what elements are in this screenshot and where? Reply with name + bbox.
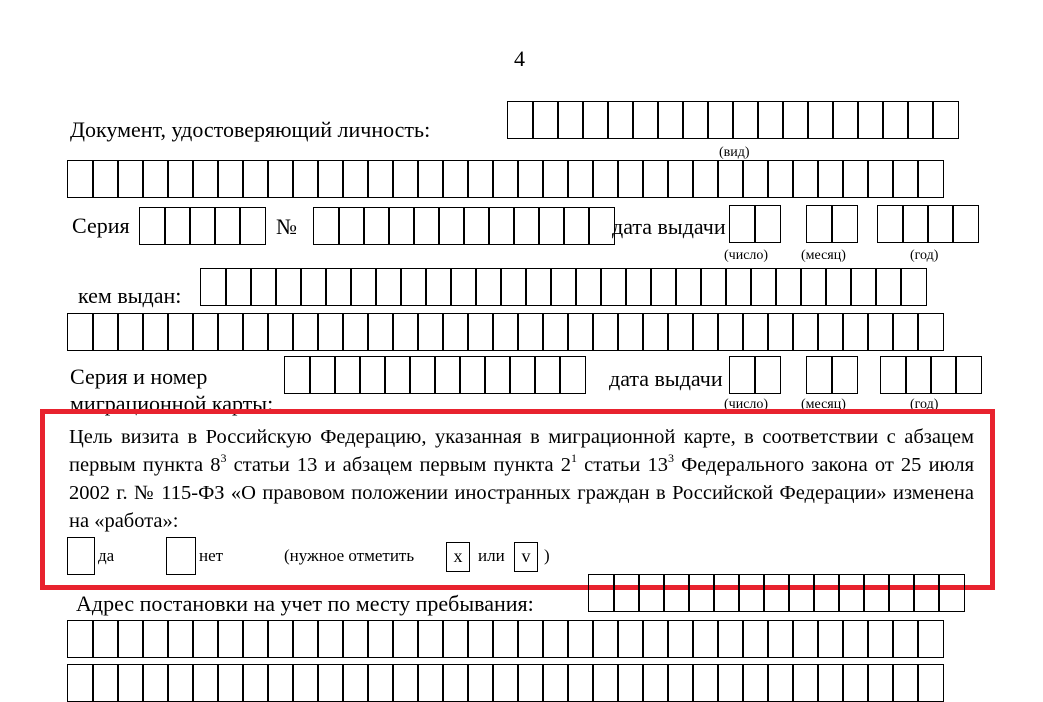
form-cell[interactable] [817, 664, 844, 702]
form-cell[interactable] [317, 664, 344, 702]
migration-issue-year-field[interactable] [880, 356, 982, 394]
issue-date-label: дата выдачи [612, 214, 726, 239]
form-cell[interactable] [375, 268, 402, 306]
form-cell[interactable] [559, 356, 586, 394]
document-kind-field-row2[interactable] [67, 160, 944, 198]
form-cell[interactable] [442, 620, 469, 658]
form-cell[interactable] [239, 207, 266, 245]
form-cell[interactable] [788, 574, 815, 612]
form-cell[interactable] [164, 207, 191, 245]
form-cell[interactable] [217, 160, 244, 198]
form-cell[interactable] [738, 574, 765, 612]
form-cell[interactable] [775, 268, 802, 306]
form-cell[interactable] [525, 268, 552, 306]
no-checkbox[interactable] [166, 537, 196, 575]
form-cell[interactable] [384, 356, 411, 394]
form-cell[interactable] [832, 101, 859, 139]
form-cell[interactable] [913, 574, 940, 612]
form-cell[interactable] [817, 620, 844, 658]
form-cell[interactable] [742, 620, 769, 658]
form-cell[interactable] [367, 160, 394, 198]
page-number: 4 [514, 46, 525, 71]
address-field[interactable] [588, 574, 965, 612]
issue-month-field[interactable] [806, 205, 858, 243]
form-cell[interactable] [292, 664, 319, 702]
form-cell[interactable] [717, 620, 744, 658]
form-cell[interactable] [350, 268, 377, 306]
form-cell[interactable] [117, 160, 144, 198]
form-cell[interactable] [492, 313, 519, 351]
mark-v-sample: v [514, 542, 538, 572]
month-caption: (месяц) [801, 248, 846, 263]
form-cell[interactable] [729, 356, 756, 394]
visit-purpose-text: Цель визита в Российскую Федерацию, указанная в миграционной карте, в соответствии с абзацем первым пункта $8^3$ статьи 13 и абзацем первым пункта $2^1$ статьи $13^3$ Федерального закона от 25 июля 2002 г. № 115-ФЗ «О правовом положении иностранных граждан в Российской Федерации» изменена на «работа»: [69, 426, 975, 532]
form-cell[interactable] [800, 268, 827, 306]
series-field[interactable] [139, 207, 266, 245]
form-cell[interactable] [513, 207, 540, 245]
form-cell[interactable] [313, 207, 340, 245]
yes-label: да [98, 546, 115, 565]
form-cell[interactable] [214, 207, 241, 245]
year-caption: (год) [910, 248, 939, 263]
form-cell[interactable] [742, 313, 769, 351]
issue-year-field[interactable] [877, 205, 979, 243]
form-cell[interactable] [692, 313, 719, 351]
form-cell[interactable] [400, 268, 427, 306]
form-cell[interactable] [317, 313, 344, 351]
form-cell[interactable] [67, 313, 94, 351]
form-cell[interactable] [767, 313, 794, 351]
form-cell[interactable] [717, 313, 744, 351]
form-cell[interactable] [200, 268, 227, 306]
form-cell[interactable] [217, 620, 244, 658]
form-cell[interactable] [517, 160, 544, 198]
document-number-field[interactable] [313, 207, 615, 245]
form-cell[interactable] [667, 313, 694, 351]
form-cell[interactable] [567, 664, 594, 702]
form-cell[interactable] [638, 574, 665, 612]
form-cell[interactable] [850, 268, 877, 306]
form-cell[interactable] [675, 268, 702, 306]
form-cell[interactable] [250, 268, 277, 306]
issued-by-field[interactable] [200, 268, 927, 306]
instruction-text: (нужное отметить [284, 546, 415, 565]
form-cell[interactable] [688, 574, 715, 612]
form-cell[interactable] [342, 664, 369, 702]
form-cell[interactable] [857, 101, 884, 139]
form-cell[interactable] [467, 160, 494, 198]
form-cell[interactable] [417, 160, 444, 198]
form-cell[interactable] [842, 664, 869, 702]
migration-card-number-field[interactable] [284, 356, 586, 394]
form-cell[interactable] [538, 207, 565, 245]
form-cell[interactable] [142, 620, 169, 658]
form-cell[interactable] [692, 620, 719, 658]
form-cell[interactable] [392, 313, 419, 351]
form-cell[interactable] [275, 268, 302, 306]
form-cell[interactable] [806, 356, 833, 394]
form-cell[interactable] [167, 313, 194, 351]
form-cell[interactable] [742, 160, 769, 198]
form-cell[interactable] [467, 620, 494, 658]
form-cell[interactable] [338, 207, 365, 245]
form-cell[interactable] [729, 205, 756, 243]
form-cell[interactable] [242, 664, 269, 702]
form-cell[interactable] [767, 620, 794, 658]
form-cell[interactable] [825, 268, 852, 306]
form-cell[interactable] [642, 620, 669, 658]
form-cell[interactable] [492, 160, 519, 198]
form-cell[interactable] [867, 664, 894, 702]
form-cell[interactable] [613, 574, 640, 612]
issued-by-field-row2[interactable] [67, 313, 944, 351]
migration-issue-date-label: дата выдачи [609, 366, 723, 391]
form-cell[interactable] [927, 205, 954, 243]
form-cell[interactable] [713, 574, 740, 612]
form-cell[interactable] [475, 268, 502, 306]
form-cell[interactable] [582, 101, 609, 139]
form-cell[interactable] [867, 620, 894, 658]
form-cell[interactable] [363, 207, 390, 245]
migration-card-label-line2: миграционной карты: [70, 391, 274, 416]
form-cell[interactable] [750, 268, 777, 306]
form-cell[interactable] [592, 664, 619, 702]
form-cell[interactable] [592, 313, 619, 351]
form-cell[interactable] [917, 160, 944, 198]
form-cell[interactable] [863, 574, 890, 612]
form-cell[interactable] [667, 160, 694, 198]
form-cell[interactable] [492, 664, 519, 702]
form-cell[interactable] [438, 207, 465, 245]
form-cell[interactable] [192, 664, 219, 702]
form-cell[interactable] [663, 574, 690, 612]
form-cell[interactable] [867, 313, 894, 351]
form-cell[interactable] [725, 268, 752, 306]
form-cell[interactable] [317, 160, 344, 198]
form-cell[interactable] [367, 620, 394, 658]
form-cell[interactable] [882, 101, 909, 139]
form-cell[interactable] [792, 160, 819, 198]
form-cell[interactable] [192, 160, 219, 198]
form-cell[interactable] [792, 313, 819, 351]
form-cell[interactable] [413, 207, 440, 245]
form-cell[interactable] [617, 620, 644, 658]
form-cell[interactable] [542, 620, 569, 658]
form-cell[interactable] [334, 356, 361, 394]
form-cell[interactable] [817, 160, 844, 198]
yes-checkbox[interactable] [67, 537, 95, 575]
form-cell[interactable] [117, 620, 144, 658]
issue-day-field[interactable] [729, 205, 781, 243]
no-label: нет [199, 546, 224, 565]
form-cell[interactable] [575, 268, 602, 306]
form-cell[interactable] [667, 620, 694, 658]
form-cell[interactable] [563, 207, 590, 245]
form-cell[interactable] [317, 620, 344, 658]
form-cell[interactable] [392, 160, 419, 198]
form-cell[interactable] [442, 664, 469, 702]
form-cell[interactable] [425, 268, 452, 306]
form-cell[interactable] [952, 205, 979, 243]
form-cell[interactable] [617, 313, 644, 351]
form-cell[interactable] [742, 664, 769, 702]
form-cell[interactable] [757, 101, 784, 139]
form-cell[interactable] [542, 664, 569, 702]
form-cell[interactable] [142, 160, 169, 198]
or-label: или [478, 546, 505, 565]
form-cell[interactable] [600, 268, 627, 306]
form-cell[interactable] [167, 160, 194, 198]
issued-by-label: кем выдан: [78, 283, 182, 308]
form-cell[interactable] [67, 160, 94, 198]
form-cell[interactable] [842, 313, 869, 351]
form-cell[interactable] [792, 620, 819, 658]
form-cell[interactable] [509, 356, 536, 394]
form-cell[interactable] [842, 160, 869, 198]
form-cell[interactable] [767, 160, 794, 198]
form-cell[interactable] [342, 313, 369, 351]
document-kind-field[interactable] [507, 101, 959, 139]
form-cell[interactable] [888, 574, 915, 612]
form-cell[interactable] [409, 356, 436, 394]
form-cell[interactable] [880, 356, 907, 394]
form-cell[interactable] [517, 620, 544, 658]
form-cell[interactable] [367, 313, 394, 351]
form-cell[interactable] [225, 268, 252, 306]
form-cell[interactable] [567, 620, 594, 658]
form-cell[interactable] [434, 356, 461, 394]
form-cell[interactable] [842, 620, 869, 658]
form-cell[interactable] [388, 207, 415, 245]
form-cell[interactable] [592, 160, 619, 198]
form-cell[interactable] [732, 101, 759, 139]
form-cell[interactable] [806, 205, 833, 243]
form-cell[interactable] [167, 620, 194, 658]
form-cell[interactable] [532, 101, 559, 139]
form-cell[interactable] [692, 160, 719, 198]
form-cell[interactable] [117, 664, 144, 702]
form-cell[interactable] [300, 268, 327, 306]
address-field-row2[interactable] [67, 620, 944, 658]
identity-document-label: Документ, удостоверяющий личность: [70, 117, 431, 142]
form-cell[interactable] [142, 313, 169, 351]
form-cell[interactable] [67, 664, 94, 702]
form-cell[interactable] [817, 313, 844, 351]
form-cell[interactable] [792, 664, 819, 702]
form-cell[interactable] [242, 620, 269, 658]
form-cell[interactable] [717, 664, 744, 702]
form-cell[interactable] [692, 664, 719, 702]
form-cell[interactable] [542, 313, 569, 351]
address-label: Адрес постановки на учет по месту пребывания: [76, 591, 534, 616]
form-cell[interactable] [667, 664, 694, 702]
form-cell[interactable] [292, 313, 319, 351]
form-cell[interactable] [417, 664, 444, 702]
form-cell[interactable] [607, 101, 634, 139]
form-cell[interactable] [763, 574, 790, 612]
form-cell[interactable] [617, 664, 644, 702]
series-label: Серия [72, 213, 130, 238]
form-cell[interactable] [167, 664, 194, 702]
kind-caption: (вид) [719, 145, 750, 160]
form-cell[interactable] [632, 101, 659, 139]
form-cell[interactable] [754, 356, 781, 394]
form-cell[interactable] [217, 313, 244, 351]
form-cell[interactable] [189, 207, 216, 245]
form-cell[interactable] [342, 160, 369, 198]
form-cell[interactable] [242, 313, 269, 351]
form-cell[interactable] [392, 620, 419, 658]
form-cell[interactable] [92, 313, 119, 351]
form-cell[interactable] [867, 160, 894, 198]
form-cell[interactable] [642, 160, 669, 198]
form-cell[interactable] [517, 313, 544, 351]
form-cell[interactable] [442, 160, 469, 198]
form-cell[interactable] [892, 664, 919, 702]
form-cell[interactable] [367, 664, 394, 702]
form-cell[interactable] [892, 160, 919, 198]
migration-day-caption: (число) [724, 397, 769, 412]
form-cell[interactable] [392, 664, 419, 702]
form-cell[interactable] [342, 620, 369, 658]
form-cell[interactable] [900, 268, 927, 306]
migration-card-label-line1: Серия и номер [70, 364, 208, 389]
form-cell[interactable] [657, 101, 684, 139]
form-cell[interactable] [875, 268, 902, 306]
form-cell[interactable] [588, 574, 615, 612]
form-cell[interactable] [617, 160, 644, 198]
day-caption: (число) [724, 248, 769, 263]
form-cell[interactable] [930, 356, 957, 394]
form-cell[interactable] [492, 620, 519, 658]
migration-issue-month-field[interactable] [806, 356, 858, 394]
form-cell[interactable] [588, 207, 615, 245]
form-cell[interactable] [707, 101, 734, 139]
form-cell[interactable] [592, 620, 619, 658]
form-cell[interactable] [117, 313, 144, 351]
form-cell[interactable] [902, 205, 929, 243]
form-cell[interactable] [192, 620, 219, 658]
migration-year-caption: (год) [910, 397, 939, 412]
form-cell[interactable] [917, 313, 944, 351]
form-cell[interactable] [813, 574, 840, 612]
form-cell[interactable] [325, 268, 352, 306]
form-cell[interactable] [292, 620, 319, 658]
form-cell[interactable] [917, 620, 944, 658]
form-cell[interactable] [467, 313, 494, 351]
form-cell[interactable] [267, 313, 294, 351]
form-cell[interactable] [642, 664, 669, 702]
form-cell[interactable] [892, 620, 919, 658]
form-cell[interactable] [700, 268, 727, 306]
form-cell[interactable] [831, 356, 858, 394]
form-cell[interactable] [838, 574, 865, 612]
form-cell[interactable] [467, 664, 494, 702]
form-cell[interactable] [417, 620, 444, 658]
form-cell[interactable] [517, 664, 544, 702]
form-cell[interactable] [782, 101, 809, 139]
form-cell[interactable] [463, 207, 490, 245]
form-cell[interactable] [217, 664, 244, 702]
form-cell[interactable] [892, 313, 919, 351]
migration-month-caption: (месяц) [801, 397, 846, 412]
form-cell[interactable] [267, 620, 294, 658]
form-cell[interactable] [567, 160, 594, 198]
form-cell[interactable] [500, 268, 527, 306]
form-cell[interactable] [507, 101, 534, 139]
form-cell[interactable] [905, 356, 932, 394]
form-cell[interactable] [550, 268, 577, 306]
form-cell[interactable] [625, 268, 652, 306]
form-cell[interactable] [484, 356, 511, 394]
form-cell[interactable] [542, 160, 569, 198]
form-cell[interactable] [92, 160, 119, 198]
form-cell[interactable] [917, 664, 944, 702]
number-sign-label: № [276, 214, 297, 239]
form-cell[interactable] [459, 356, 486, 394]
form-cell[interactable] [534, 356, 561, 394]
form-cell[interactable] [267, 160, 294, 198]
form-cell[interactable] [557, 101, 584, 139]
form-cell[interactable] [831, 205, 858, 243]
address-field-row3[interactable] [67, 664, 944, 702]
form-cell[interactable] [192, 313, 219, 351]
form-cell[interactable] [292, 160, 319, 198]
form-cell[interactable] [442, 313, 469, 351]
form-cell[interactable] [139, 207, 166, 245]
form-cell[interactable] [807, 101, 834, 139]
form-cell[interactable] [450, 268, 477, 306]
form-cell[interactable] [642, 313, 669, 351]
instruction-close: ) [544, 546, 550, 565]
form-cell[interactable] [682, 101, 709, 139]
form-cell[interactable] [142, 664, 169, 702]
migration-issue-day-field[interactable] [729, 356, 781, 394]
form-cell[interactable] [932, 101, 959, 139]
form-cell[interactable] [754, 205, 781, 243]
form-cell[interactable] [650, 268, 677, 306]
form-cell[interactable] [767, 664, 794, 702]
form-cell[interactable] [92, 620, 119, 658]
form-cell[interactable] [67, 620, 94, 658]
form-cell[interactable] [417, 313, 444, 351]
form-cell[interactable] [284, 356, 311, 394]
form-cell[interactable] [267, 664, 294, 702]
form-cell[interactable] [907, 101, 934, 139]
form-cell[interactable] [955, 356, 982, 394]
form-cell[interactable] [938, 574, 965, 612]
form-cell[interactable] [717, 160, 744, 198]
form-cell[interactable] [242, 160, 269, 198]
form-cell[interactable] [488, 207, 515, 245]
form-cell[interactable] [567, 313, 594, 351]
form-cell[interactable] [309, 356, 336, 394]
mark-x-sample: x [446, 542, 470, 572]
form-cell[interactable] [92, 664, 119, 702]
form-cell[interactable] [877, 205, 904, 243]
form-cell[interactable] [359, 356, 386, 394]
